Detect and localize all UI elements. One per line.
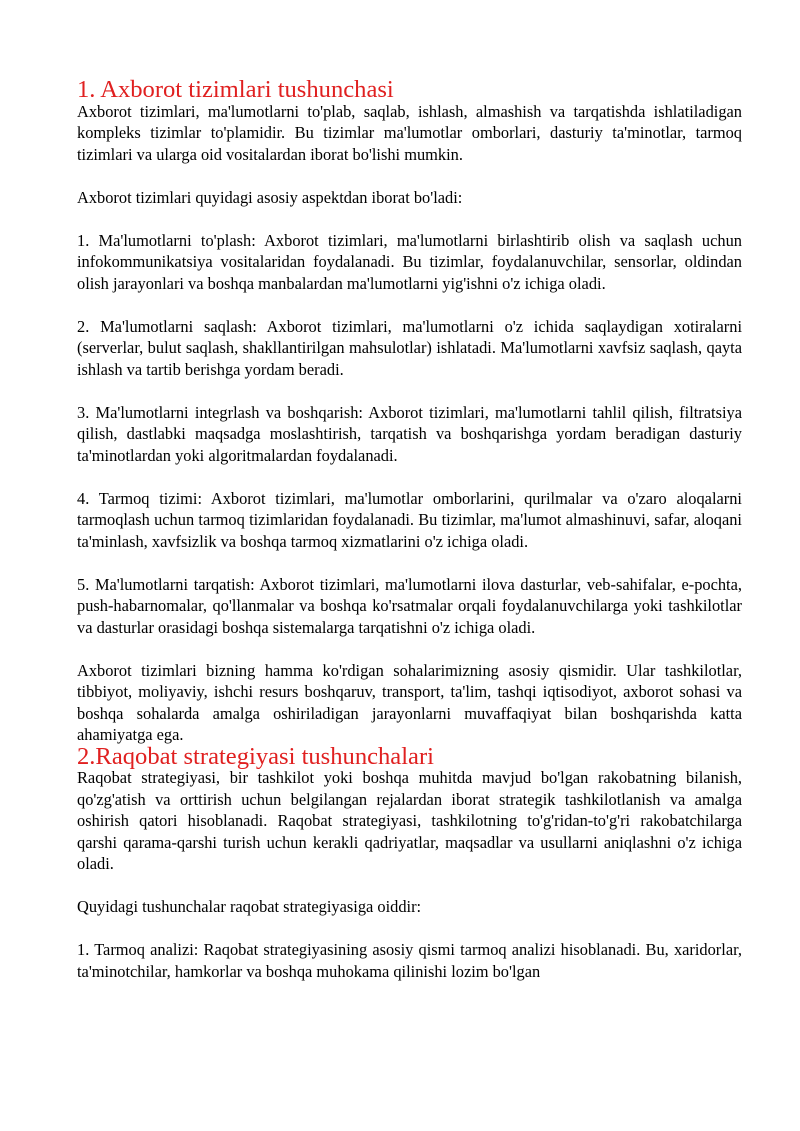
aspect-item-5: 5. Ma'lumotlarni tarqatish: Axborot tizimlari, ma'lumotlarni ilova dasturlar, veb-sahifalar, e-pochta, push-habarnomalar, qo'llanmalar va boshqa ko'rsatmalar orqali foydalanuvchilarga yoki tashkilotlar va dasturlar orasidagi boshqa sistemalarga tarqatishni o'z ichiga oladi.: [77, 574, 742, 637]
section-1-heading: 1. Axborot tizimlari tushunchasi: [77, 76, 394, 103]
document-page: [77, 76, 742, 982]
page-cutoff: [77, 939, 742, 982]
section-2-heading: 2.Raqobat strategiyasi tushunchalari: [77, 742, 434, 770]
aspect-item-2: 2. Ma'lumotlarni saqlash: Axborot tizimlari, ma'lumotlarni o'z ichida saqlaydigan xotiralarni (serverlar, bulut saqlash, shakllantirilgan mahsulotlar) ishlatadi. Ma'lumotlarni xavfsiz saqlash, qayta ishlash va tartib berishga yordam beradi.: [77, 316, 742, 379]
concept-item-1: 1. Tarmoq analizi: Raqobat strategiyasining asosiy qismi tarmoq analizi hisoblanadi. Bu, xaridorlar, ta'minotchilar, hamkorlar va boshqa muhokama qilinishi lozim bo'lgan: [77, 940, 742, 981]
aspect-item-1: 1. Ma'lumotlarni to'plash: Axborot tizimlari, ma'lumotlarni birlashtirib olish va saqlash uchun infokommunikatsiya vositalaridan foydalanadi. Bu tizimlar, foydalanuvchilar, sensorlar, oldindan olish jarayonlari va boshqa manbalardan ma'lumotlarni yig'ishni o'z ichiga oladi.: [77, 230, 742, 293]
concepts-lead: Quyidagi tushunchalar raqobat strategiyasiga oiddir:: [77, 897, 422, 916]
aspect-item-4: 4. Tarmoq tizimi: Axborot tizimlari, ma'lumotlar omborlarini, qurilmalar va o'zaro aloqalarni tarmoqlash uchun tarmoq tizimlaridan foydalanadi. Bu tizimlar, ma'lumot almashinuvi, safar, aloqani ta'minlash, xavfsizlik va boshqa tarmoq xizmatlarini o'z ichiga oladi.: [77, 488, 742, 551]
section-1-conclusion: Axborot tizimlari bizning hamma ko'rdigan sohalarimizning asosiy qismidir. Ular tashkilotlar, tibbiyot, moliyaviy, ishchi resurs boshqaruv, transport, ta'lim, tashqi iqtisodiyot, axborot sohasi va boshqa sohalarda amalga oshiriladigan jarayonlarni muvaffaqiyat bilan boshqarishda katta ahamiyatga ega.: [77, 660, 742, 744]
aspects-lead: Axborot tizimlari quyidagi asosiy aspektdan iborat bo'ladi:: [77, 187, 463, 207]
section-1-intro: Axborot tizimlari, ma'lumotlarni to'plab, saqlab, ishlash, almashish va tarqatishda ishlatiladigan kompleks tizimlar to'plamidir. Bu tizimlar ma'lumotlar omborlari, dasturiy ta'minotlar, tarmoq tizimlari va ularga oid vositalardan iborat bo'lishi mumkin.: [77, 101, 742, 164]
section-2-intro: Raqobat strategiyasi, bir tashkilot yoki boshqa muhitda mavjud bo'lgan rakobatning bilanish, qo'zg'atish va orttirish uchun belgilangan rejalardan iborat strategik tashkilotlanish va amalga oshirish qatori hisoblanadi. Raqobat strategiyasi, tashkilotning to'g'ridan-to'g'ri rakobatchilarga qarshi qarama-qarshi turish uchun kerakli qadriyatlar, maqsadlar va usullarni aniqlashni o'z ichiga oladi.: [77, 768, 742, 873]
aspect-item-3: 3. Ma'lumotlarni integrlash va boshqarish: Axborot tizimlari, ma'lumotlarni tahlil qilish, filtratsiya qilish, dastlabki maqsadga moslashtirish, tarqatish va boshqarishga yordam beradigan dasturiy ta'minotlardan yoki algoritmalardan foydalanadi.: [77, 402, 742, 465]
